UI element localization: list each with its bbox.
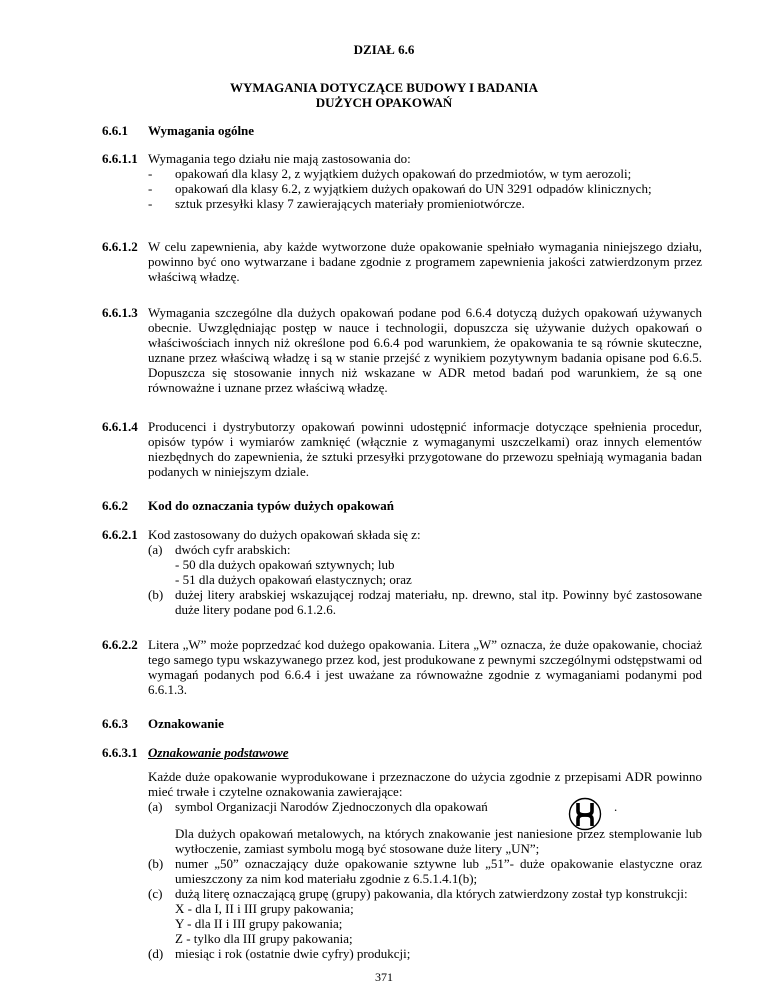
list-item: - opakowań dla klasy 6.2, z wyjątkiem dużych opakowań do UN 3291 odpadów klinicznych; — [148, 181, 652, 196]
section-heading: Kod do oznaczania typów dużych opakowań — [148, 498, 394, 513]
list-item-b: (b) numer „50” oznaczający duże opakowanie sztywne lub „51”- duże opakowanie elastyczne oraz umieszczony za nim kod materiału zgodnie z 6.5.1.4.1(b); — [148, 856, 702, 886]
sub-item: X - dla I, II i III grupy pakowania; — [175, 901, 354, 916]
section-body: Wymagania szczególne dla dużych opakowań podane pod 6.6.4 dotyczą dużych opakowań używanych obecnie. Uwzględniając postęp w nauce i technologii, dopuszcza się używanie dużych opakowań o właściwościach innych niż określone pod 6.6.4 pod warunkiem, że opakowania te są równie skuteczne, uznane przez właściwą władzę i są w stanie przejść z wynikiem pozytywnym badania opisane pod 6.6.5. Dopuszcza się stosowanie innych niż wskazane w ADR metod badań pod warunkiem, że są one równoważne i uznane przez właściwą władzę. — [148, 305, 702, 395]
sub-item: Y - dla II i III grupy pakowania; — [175, 916, 343, 931]
section-number: 6.6.1.3 — [102, 305, 138, 320]
chapter-heading: DZIAŁ 6.6 — [353, 42, 415, 57]
section-body — [148, 527, 702, 617]
title-line-1: WYMAGANIA DOTYCZĄCE BUDOWY I BADANIA — [230, 80, 538, 95]
sub-item: - 51 dla dużych opakowań elastycznych; oraz — [175, 572, 412, 587]
list-item-a: (a) dwóch cyfr arabskich: — [148, 542, 291, 557]
section-body: Producenci i dystrybutorzy opakowań powinni udostępnić informacje dotyczące spełnienia procedur, opisów typów i wymiarów zamknięć (włącznie z wymaganymi uszczelkami) oraz innych elementów niezbędnych do zapewnienia, że sztuki przesyłki przygotowane do przewozu spełniają wymagania badan podanych w niniejszym dziale. — [148, 419, 702, 479]
list-item-c: (c) dużą literę oznaczającą grupę (grupy) pakowania, dla których zatwierdzony został typ konstrukcji: — [148, 886, 688, 901]
section-body: W celu zapewnienia, aby każde wytworzone duże opakowanie spełniało wymagania niniejszego działu, powinno być ono wytwarzane i badane zgodnie z programem zapewnienia jakości zatwierdzonym przez właściwą władzę. — [148, 239, 702, 284]
title-line-2: DUŻYCH OPAKOWAŃ — [315, 95, 453, 110]
list-item: - sztuk przesyłki klasy 7 zawierających materiały promieniotwórcze. — [148, 196, 525, 211]
section-body — [148, 151, 702, 211]
intro-text: Wymagania tego działu nie mają zastosowania do: — [148, 151, 411, 166]
list-item-a: (a) symbol Organizacji Narodów Zjednoczonych dla opakowań . — [148, 799, 702, 814]
note-text: Dla dużych opakowań metalowych, na których znakowanie jest naniesione przez stemplowanie lub wytłoczenie, zamiast symbolu mogą być stosowane duże litery „UN”; — [175, 826, 702, 856]
section-heading: Wymagania ogólne — [148, 123, 255, 138]
list-item-b: (b) dużej litery arabskiej wskazującej rodzaj materiału, np. drewno, stal itp. Powinny być zastosowane duże litery podane pod 6.1.2.6. — [148, 587, 702, 617]
section-number: 6.6.1.4 — [102, 419, 138, 434]
intro-text: Każde duże opakowanie wyprodukowane i przeznaczone do użycia zgodnie z przepisami ADR powinno mieć trwałe i czytelne oznakowania zawierające: — [148, 769, 702, 799]
section-number: 6.6.2.2 — [102, 637, 138, 652]
section-number: 6.6.2 — [102, 498, 128, 513]
list-item: - opakowań dla klasy 2, z wyjątkiem dużych opakowań do przedmiotów, w tym aerozoli; — [148, 166, 632, 181]
section-number: 6.6.1 — [102, 123, 128, 138]
section-heading: Oznakowanie — [148, 716, 224, 731]
section-number: 6.6.1.1 — [102, 151, 138, 166]
section-body: Litera „W” może poprzedzać kod dużego opakowania. Litera „W” oznacza, że duże opakowanie, chociaż tego samego typu wskazywanego przez kod, jest produkowane z pewnymi szczególnymi odstępstwami od wymagań podanych pod 6.6.4 i jest uważane za równoważne zgodnie z wymaganiami podanymi pod 6.6.1.3. — [148, 637, 702, 697]
section-body — [148, 745, 702, 961]
section-number: 6.6.2.1 — [102, 527, 138, 542]
section-number: 6.6.3.1 — [102, 745, 138, 760]
sub-item: Z - tylko dla III grupy pakowania; — [175, 931, 353, 946]
subsection-heading: Oznakowanie podstawowe — [148, 745, 289, 760]
un-packaging-symbol-icon — [568, 797, 602, 831]
intro-text: Kod zastosowany do dużych opakowań składa się z: — [148, 527, 421, 542]
section-number: 6.6.3 — [102, 716, 128, 731]
list-item-d: (d) miesiąc i rok (ostatnie dwie cyfry) produkcji; — [148, 946, 411, 961]
section-number: 6.6.1.2 — [102, 239, 138, 254]
sub-item: - 50 dla dużych opakowań sztywnych; lub — [175, 557, 395, 572]
page-number: 371 — [375, 970, 393, 984]
